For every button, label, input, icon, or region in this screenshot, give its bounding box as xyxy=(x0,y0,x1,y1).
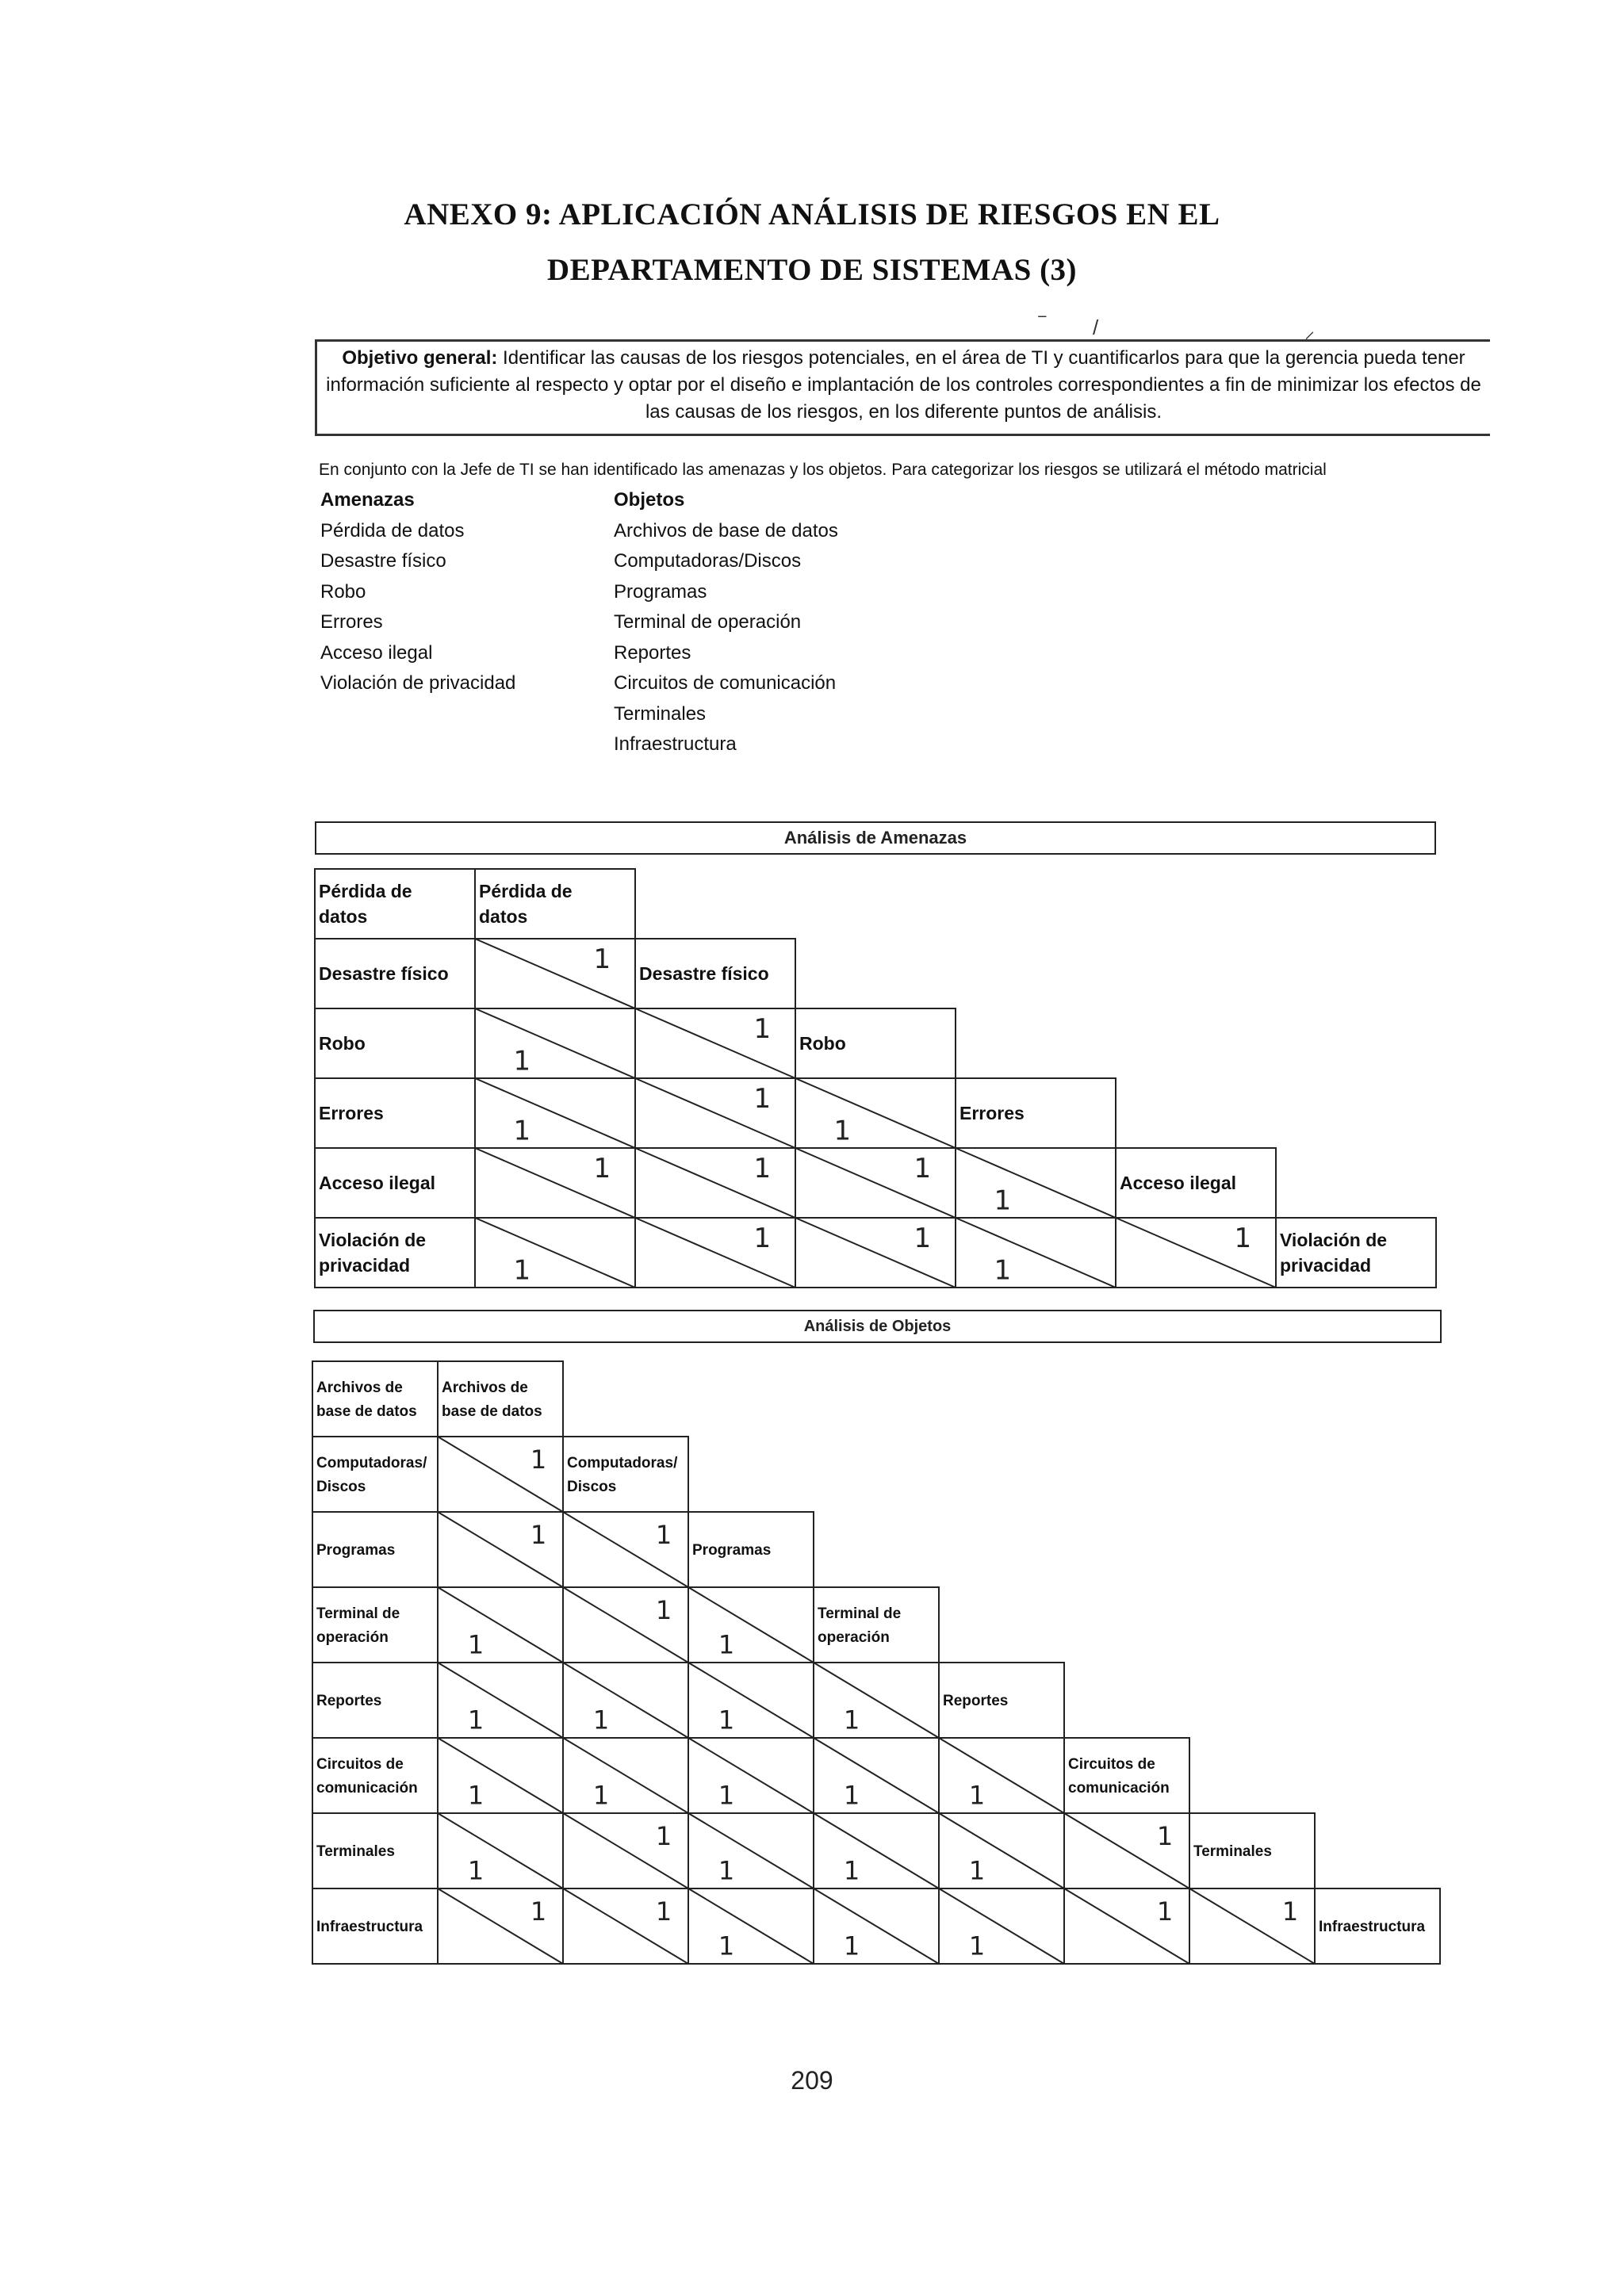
matrix-column-label: base de datos xyxy=(442,1403,542,1421)
object-item: Reportes xyxy=(614,641,691,664)
matrix-cell-diagonal xyxy=(814,1813,939,1888)
matrix-row-label: Terminales xyxy=(316,1843,395,1861)
matrix-cell-diagonal xyxy=(814,1663,939,1738)
matrix-row-label: base de datos xyxy=(316,1403,417,1421)
matrix-column-label: Infraestructura xyxy=(1319,1919,1426,1936)
matrix-column-label: Circuitos de xyxy=(1068,1756,1155,1774)
matrix-cell-mark: 1 xyxy=(718,1629,735,1660)
matrix-label-cell xyxy=(312,1361,438,1437)
matrix-row-label: Errores xyxy=(319,1103,384,1124)
matrix-cell-mark: 1 xyxy=(513,1254,531,1287)
matrix-cell-mark: 1 xyxy=(718,1705,735,1735)
matrix-cell-mark: 1 xyxy=(467,1705,485,1735)
object-item: Terminal de operación xyxy=(614,611,802,633)
page-title-line-1: ANEXO 9: APLICACIÓN ANÁLISIS DE RIESGOS EN EL xyxy=(404,197,1220,232)
matrix-column-label: Programas xyxy=(692,1542,772,1559)
matrix-row-label: Circuitos de xyxy=(316,1756,404,1774)
matrix-label-cell xyxy=(312,1738,438,1813)
matrix-cell-mark: 1 xyxy=(843,1780,860,1811)
matrix-cell-mark: 1 xyxy=(593,943,611,975)
matrix-column-label: Errores xyxy=(959,1103,1025,1124)
matrix-cell-mark: 1 xyxy=(994,1254,1012,1287)
matrix-cell-mark: 1 xyxy=(1234,1222,1252,1254)
matrix-column-label: Computadoras/ xyxy=(567,1455,678,1472)
matrix-row-label: Computadoras/ xyxy=(316,1455,427,1472)
matrix-cell-mark: 1 xyxy=(530,1444,547,1475)
object-item: Programas xyxy=(614,580,707,603)
threat-item: Robo xyxy=(320,580,366,603)
matrix-column-label: Acceso ilegal xyxy=(1120,1173,1237,1194)
threat-item: Pérdida de datos xyxy=(320,519,465,541)
matrix-column-label: Desastre físico xyxy=(639,963,769,985)
objective-text: Identificar las causas de los riesgos potenciales, en el área de TI y cuantificarlos para que la gerencia pueda tener información suficiente al respecto y optar por el diseño e implantación de los controles correspondientes a fin de minimizar los efectos de las causas de los riesgos, en los diferente puntos de análisis. xyxy=(326,347,1481,423)
matrix-column-label: Discos xyxy=(567,1479,617,1496)
matrix-row-label: Violación de xyxy=(319,1230,427,1251)
matrix-column-label: datos xyxy=(479,906,528,928)
matrix-cell-mark: 1 xyxy=(968,1931,986,1961)
matrix-row-label: Desastre físico xyxy=(319,963,449,985)
matrix-row-label: comunicación xyxy=(316,1780,418,1797)
pen-mark: ⸝ xyxy=(1304,319,1316,342)
matrix-cell-diagonal xyxy=(688,1888,814,1964)
matrix-column-label: Archivos de xyxy=(442,1380,528,1397)
matrix-diagonal-header-cell xyxy=(814,1587,939,1663)
matrix-cell-mark: 1 xyxy=(914,1152,932,1184)
matrix-row-label: operación xyxy=(316,1629,389,1647)
matrix-cell-mark: 1 xyxy=(655,1896,672,1927)
page-title-line-2: DEPARTAMENTO DE SISTEMAS (3) xyxy=(546,253,1078,287)
matrix-cell-mark: 1 xyxy=(753,1012,772,1045)
pen-mark: ‾ xyxy=(1039,313,1046,337)
matrix-row-label: Infraestructura xyxy=(316,1919,423,1936)
matrix-cell-mark: 1 xyxy=(843,1855,860,1886)
matrix-cell-diagonal xyxy=(939,1888,1064,1964)
matrix-label-cell xyxy=(312,1587,438,1663)
matrix-column-label: operación xyxy=(818,1629,890,1647)
matrix-cell-diagonal xyxy=(438,1663,563,1738)
matrix-cell-mark: 1 xyxy=(513,1115,531,1147)
matrix-cell-mark: 1 xyxy=(592,1705,610,1735)
matrix-cell-mark: 1 xyxy=(968,1855,986,1886)
matrix-column-label: Terminal de xyxy=(818,1605,902,1623)
matrix-cell-diagonal xyxy=(688,1813,814,1888)
matrix-column-label: Reportes xyxy=(943,1693,1009,1710)
matrix-cell-mark: 1 xyxy=(655,1594,672,1625)
matrix-cell-mark: 1 xyxy=(994,1184,1012,1217)
matrix-cell-diagonal xyxy=(814,1888,939,1964)
matrix-row-label: Robo xyxy=(319,1033,366,1054)
matrix-row-label: Reportes xyxy=(316,1693,382,1710)
objects-heading: Objetos xyxy=(614,489,685,511)
matrix-cell-mark: 1 xyxy=(593,1152,611,1184)
matrix-cell-diagonal xyxy=(814,1738,939,1813)
object-item: Infraestructura xyxy=(614,733,737,755)
matrix-cell-diagonal xyxy=(563,1663,688,1738)
matrix-cell-mark: 1 xyxy=(843,1705,860,1735)
matrix-row-label: privacidad xyxy=(319,1255,411,1276)
matrix-cell-mark: 1 xyxy=(914,1222,932,1254)
matrix-row-label: Archivos de xyxy=(316,1380,403,1397)
matrix-cell-mark: 1 xyxy=(592,1780,610,1811)
matrix-cell-diagonal xyxy=(688,1587,814,1663)
matrix-cell-mark: 1 xyxy=(1156,1820,1174,1851)
threat-item: Desastre físico xyxy=(320,550,446,572)
matrix-cell-diagonal xyxy=(563,1738,688,1813)
matrix-diagonal-header-cell xyxy=(1064,1738,1189,1813)
matrix-row-label: Discos xyxy=(316,1479,366,1496)
objetos-matrix-title: Análisis de Objetos xyxy=(313,1310,1442,1343)
matrix-cell-mark: 1 xyxy=(467,1629,485,1660)
matrix-cell-mark: 1 xyxy=(718,1780,735,1811)
objective-label: Objetivo general: xyxy=(342,347,498,369)
matrix-cell-diagonal xyxy=(939,1738,1064,1813)
object-item: Circuitos de comunicación xyxy=(614,672,837,694)
matrix-cell-mark: 1 xyxy=(1156,1896,1174,1927)
object-item: Computadoras/Discos xyxy=(614,550,802,572)
threats-heading: Amenazas xyxy=(320,489,415,511)
matrix-column-label: Pérdida de xyxy=(479,881,573,902)
matrix-diagonal-header-cell xyxy=(438,1361,563,1437)
intro-text: En conjunto con la Jefe de TI se han identificado las amenazas y los objetos. Para categorizar los riesgos se utilizará el método matricial xyxy=(319,461,1327,479)
matrix-cell-mark: 1 xyxy=(718,1855,735,1886)
matrix-row-label: Acceso ilegal xyxy=(319,1173,436,1194)
amenazas-matrix-title: Análisis de Amenazas xyxy=(315,821,1436,855)
matrix-cell-diagonal xyxy=(688,1663,814,1738)
matrix-label-cell xyxy=(312,1437,438,1512)
matrix-cell-mark: 1 xyxy=(843,1931,860,1961)
matrix-column-label: Violación de xyxy=(1280,1230,1388,1251)
matrix-row-label: datos xyxy=(319,906,368,928)
matrix-cell-diagonal xyxy=(939,1813,1064,1888)
matrix-cell-mark: 1 xyxy=(833,1115,852,1147)
matrix-diagonal-header-cell xyxy=(563,1437,688,1512)
matrix-row-label: Programas xyxy=(316,1542,396,1559)
matrix-cell-mark: 1 xyxy=(968,1780,986,1811)
matrix-cell-mark: 1 xyxy=(530,1896,547,1927)
threat-item: Violación de privacidad xyxy=(320,672,516,694)
matrix-cell-mark: 1 xyxy=(655,1820,672,1851)
matrix-cell-diagonal xyxy=(438,1587,563,1663)
pen-mark: / xyxy=(1093,316,1099,339)
matrix-column-label: privacidad xyxy=(1280,1255,1372,1276)
matrix-cell-mark: 1 xyxy=(718,1931,735,1961)
matrix-cell-mark: 1 xyxy=(655,1519,672,1550)
matrix-cell-mark: 1 xyxy=(467,1855,485,1886)
matrix-cell-mark: 1 xyxy=(753,1152,772,1184)
matrix-row-label: Pérdida de xyxy=(319,881,412,902)
matrix-cell-diagonal xyxy=(688,1738,814,1813)
matrix-row-label: Terminal de xyxy=(316,1605,400,1623)
matrix-cell-mark: 1 xyxy=(467,1780,485,1811)
matrix-column-label: Terminales xyxy=(1193,1843,1272,1861)
matrix-column-label: Robo xyxy=(799,1033,846,1054)
matrix-cell-mark: 1 xyxy=(753,1082,772,1115)
page-number: 209 xyxy=(791,2066,833,2095)
matrix-cell-mark: 1 xyxy=(513,1045,531,1077)
matrix-cell-diagonal xyxy=(438,1738,563,1813)
matrix-column-label: comunicación xyxy=(1068,1780,1170,1797)
object-item: Terminales xyxy=(614,702,707,725)
matrix-cell-mark: 1 xyxy=(530,1519,547,1550)
threat-item: Errores xyxy=(320,611,383,633)
object-item: Archivos de base de datos xyxy=(614,519,838,541)
matrix-cell-mark: 1 xyxy=(753,1222,772,1254)
threat-item: Acceso ilegal xyxy=(320,641,433,664)
matrix-cell-diagonal xyxy=(438,1813,563,1888)
matrix-cell-mark: 1 xyxy=(1281,1896,1299,1927)
